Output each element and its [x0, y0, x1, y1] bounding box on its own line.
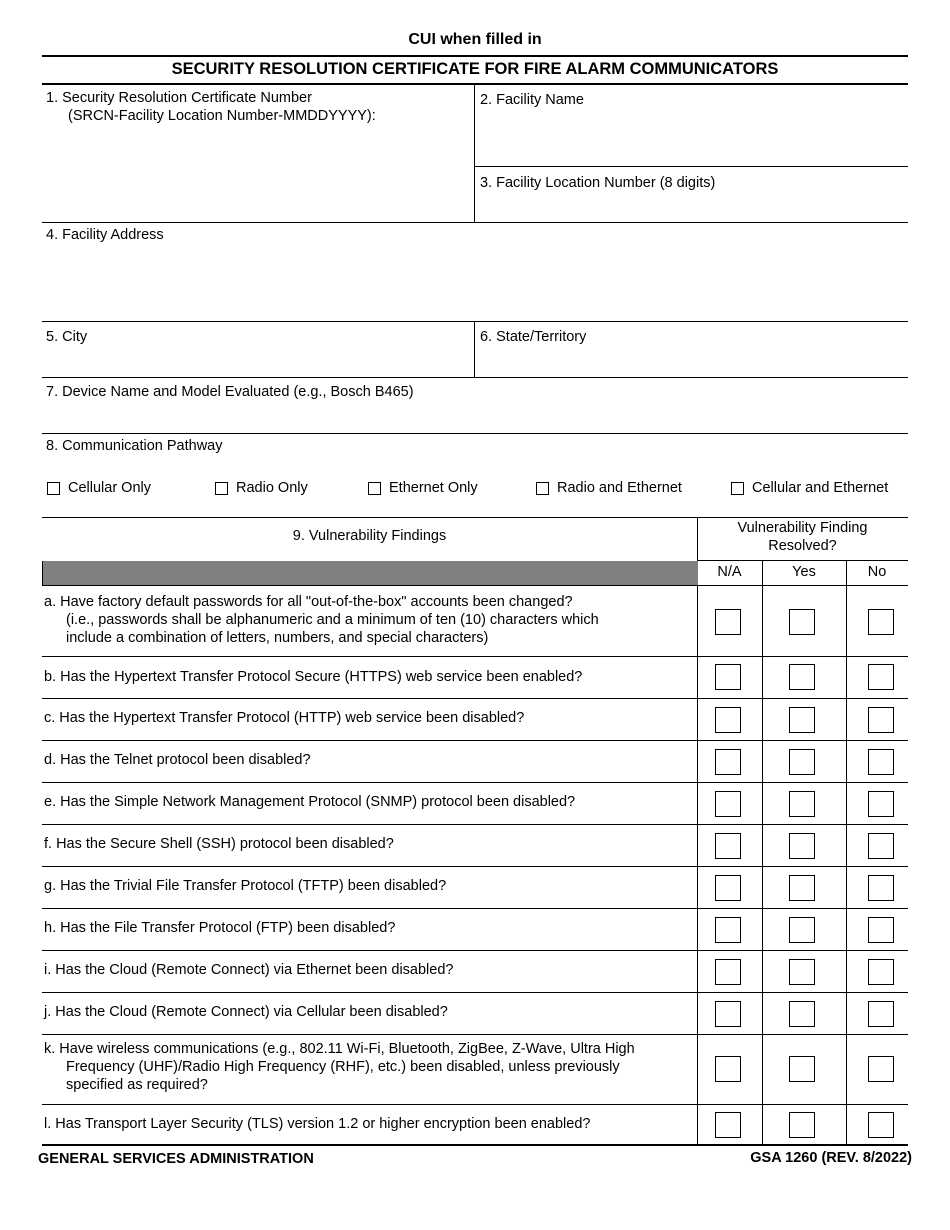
question-a-yes-checkbox[interactable] [789, 609, 815, 635]
facility-location-number-label: 3. Facility Location Number (8 digits) [480, 175, 716, 191]
question-f-yes-checkbox[interactable] [789, 833, 815, 859]
question-d-no-checkbox[interactable] [868, 749, 894, 775]
question-a [44, 593, 599, 647]
question-b: b. Has the Hypertext Transfer Protocol Secure (HTTPS) web service been enabled? [44, 669, 583, 685]
question-i-na-checkbox[interactable] [715, 959, 741, 985]
question-j-no-checkbox[interactable] [868, 1001, 894, 1027]
facility-name-label: 2. Facility Name [480, 92, 584, 108]
city-label: 5. City [46, 329, 88, 345]
resolved-header-line2: Resolved? [768, 538, 837, 554]
radio-and-ethernet-checkbox[interactable] [536, 482, 549, 495]
question-h-yes-checkbox[interactable] [789, 917, 815, 943]
question-e: e. Has the Simple Network Management Protocol (SNMP) protocol been disabled? [44, 794, 576, 810]
state-label: 6. State/Territory [480, 329, 587, 345]
resolved-header-line1: Vulnerability Finding [737, 520, 868, 536]
ethernet-only-label: Ethernet Only [389, 480, 478, 496]
question-l-na-checkbox[interactable] [715, 1112, 741, 1138]
question-e-no-checkbox[interactable] [868, 791, 894, 817]
row-rule [42, 908, 908, 909]
question-d-na-checkbox[interactable] [715, 749, 741, 775]
ethernet-only-checkbox[interactable] [368, 482, 381, 495]
question-c-yes-checkbox[interactable] [789, 707, 815, 733]
question-d: d. Has the Telnet protocol been disabled? [44, 752, 311, 768]
row-rule [42, 824, 908, 825]
cellular-and-ethernet-label: Cellular and Ethernet [752, 480, 889, 496]
question-e-yes-checkbox[interactable] [789, 791, 815, 817]
question-f-no-checkbox[interactable] [868, 833, 894, 859]
question-k-na-checkbox[interactable] [715, 1056, 741, 1082]
footer-rule [42, 1144, 908, 1146]
question-b-no-checkbox[interactable] [868, 664, 894, 690]
question-k-line3: specified as required? [66, 1077, 208, 1093]
question-a-line2: (i.e., passwords shall be alphanumeric and a minimum of ten (10) characters which [66, 612, 599, 628]
srcn-field[interactable] [42, 84, 474, 222]
question-i-yes-checkbox[interactable] [789, 959, 815, 985]
question-h-na-checkbox[interactable] [715, 917, 741, 943]
question-k-line2: Frequency (UHF)/Radio High Frequency (RHF), etc.) been disabled, unless previously [66, 1059, 620, 1075]
row-rule [42, 992, 908, 993]
question-l-no-checkbox[interactable] [868, 1112, 894, 1138]
srcn-format-label: (SRCN-Facility Location Number-MMDDYYYY): [68, 108, 376, 124]
row-rule [42, 1034, 908, 1035]
question-a-line3: include a combination of letters, numbers, and special characters) [66, 630, 489, 646]
question-a-line1: a. Have factory default passwords for all "out-of-the-box" accounts been changed? [44, 594, 573, 610]
row-rule [42, 782, 908, 783]
resolved-header-rule [697, 560, 908, 561]
question-c-na-checkbox[interactable] [715, 707, 741, 733]
table-header-bottom-rule [42, 585, 908, 586]
question-h-no-checkbox[interactable] [868, 917, 894, 943]
device-name-field[interactable] [42, 378, 908, 433]
question-g: g. Has the Trivial File Transfer Protocol (TFTP) been disabled? [44, 878, 447, 894]
col-na-header: N/A [717, 564, 742, 580]
radio-only-checkbox[interactable] [215, 482, 228, 495]
question-k-line1: k. Have wireless communications (e.g., 802.11 Wi-Fi, Bluetooth, ZigBee, Z-Wave, Ultra High [44, 1041, 635, 1057]
facility-location-number-field[interactable] [475, 167, 908, 222]
cellular-and-ethernet-checkbox[interactable] [731, 482, 744, 495]
question-j-yes-checkbox[interactable] [789, 1001, 815, 1027]
findings-header: 9. Vulnerability Findings [292, 528, 447, 544]
col-yes-header: Yes [792, 564, 816, 580]
row-rule [42, 698, 908, 699]
question-k [44, 1040, 635, 1094]
row-rule [42, 1104, 908, 1105]
title-top-rule [42, 55, 908, 57]
facility-address-label: 4. Facility Address [46, 227, 164, 243]
question-k-yes-checkbox[interactable] [789, 1056, 815, 1082]
radio-only-label: Radio Only [236, 480, 308, 496]
facility-address-field[interactable] [42, 223, 908, 320]
city-field[interactable] [42, 322, 474, 377]
row-rule [42, 656, 908, 657]
form-title: SECURITY RESOLUTION CERTIFICATE FOR FIRE ALARM COMMUNICATORS [171, 60, 779, 78]
state-field[interactable] [475, 322, 908, 377]
question-g-na-checkbox[interactable] [715, 875, 741, 901]
col-divider-yes-no [846, 560, 847, 1144]
communication-pathway-label: 8. Communication Pathway [46, 438, 223, 454]
question-i: i. Has the Cloud (Remote Connect) via Ethernet been disabled? [44, 962, 454, 978]
question-b-yes-checkbox[interactable] [789, 664, 815, 690]
question-j: j. Has the Cloud (Remote Connect) via Cellular been disabled? [44, 1004, 448, 1020]
question-g-no-checkbox[interactable] [868, 875, 894, 901]
question-a-no-checkbox[interactable] [868, 609, 894, 635]
question-g-yes-checkbox[interactable] [789, 875, 815, 901]
facility-name-field[interactable] [475, 84, 908, 166]
row-rule [42, 866, 908, 867]
question-h: h. Has the File Transfer Protocol (FTP) been disabled? [44, 920, 396, 936]
question-f-na-checkbox[interactable] [715, 833, 741, 859]
question-c: c. Has the Hypertext Transfer Protocol (HTTP) web service been disabled? [44, 710, 525, 726]
srcn-label: 1. Security Resolution Certificate Number [46, 90, 312, 106]
device-name-label: 7. Device Name and Model Evaluated (e.g., Bosch B465) [46, 384, 414, 400]
cellular-only-label: Cellular Only [68, 480, 151, 496]
question-d-yes-checkbox[interactable] [789, 749, 815, 775]
question-e-na-checkbox[interactable] [715, 791, 741, 817]
question-k-no-checkbox[interactable] [868, 1056, 894, 1082]
question-i-no-checkbox[interactable] [868, 959, 894, 985]
question-a-na-checkbox[interactable] [715, 609, 741, 635]
question-f: f. Has the Secure Shell (SSH) protocol been disabled? [44, 836, 394, 852]
agency-name: GENERAL SERVICES ADMINISTRATION [38, 1151, 314, 1167]
row-rule [42, 740, 908, 741]
rule-8-9 [42, 517, 908, 518]
form-number: GSA 1260 (REV. 8/2022) [750, 1150, 912, 1166]
col-divider-na-yes [762, 560, 763, 1144]
question-j-na-checkbox[interactable] [715, 1001, 741, 1027]
row-rule [42, 950, 908, 951]
question-b-na-checkbox[interactable] [715, 664, 741, 690]
col-no-header: No [867, 564, 887, 580]
cui-notice: CUI when filled in [408, 31, 542, 48]
rule-7-8 [42, 433, 908, 434]
question-l-yes-checkbox[interactable] [789, 1112, 815, 1138]
radio-and-ethernet-label: Radio and Ethernet [557, 480, 682, 496]
findings-shaded-bar [42, 561, 698, 585]
question-c-no-checkbox[interactable] [868, 707, 894, 733]
resolved-divider [697, 517, 698, 1144]
cellular-only-checkbox[interactable] [47, 482, 60, 495]
question-l: l. Has Transport Layer Security (TLS) version 1.2 or higher encryption been enabled? [44, 1116, 591, 1132]
